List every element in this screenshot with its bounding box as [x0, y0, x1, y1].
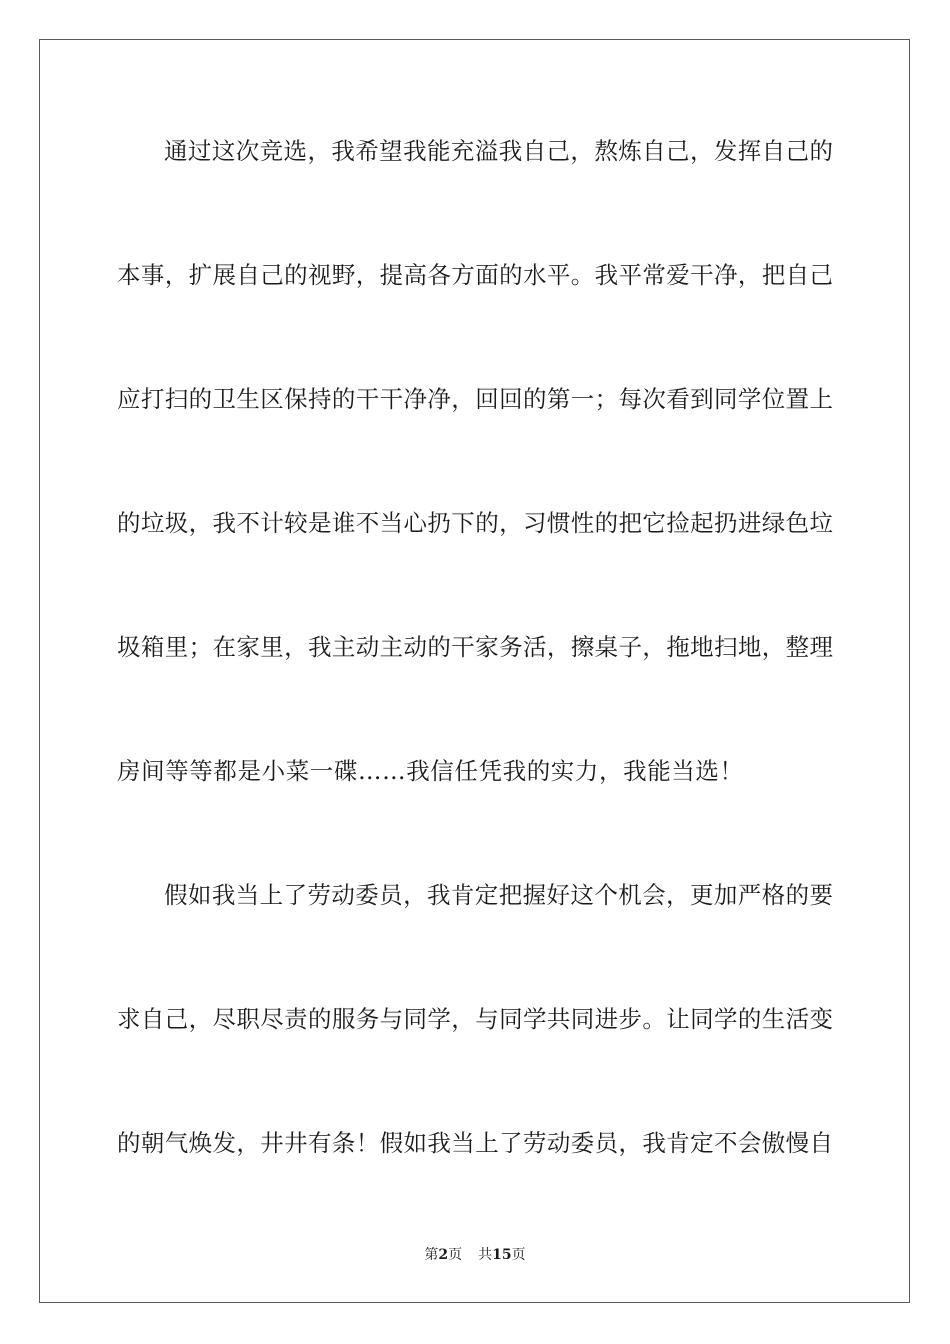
total-pages: 15 [492, 1247, 512, 1263]
paragraph-line: 本事，扩展自己的视野，提高各方面的水平。我平常爱干净，把自己 [117, 261, 833, 289]
paragraph-line: 求自己，尽职尽责的服务与同学，与同学共同进步。让同学的生活变 [117, 1005, 833, 1033]
page-suffix: 页 [448, 1247, 463, 1263]
paragraph-line: 的朝气焕发，井井有条！假如我当上了劳动委员，我肯定不会傲慢自 [117, 1129, 833, 1157]
paragraph-line: 圾箱里；在家里，我主动主动的干家务活，擦桌子，拖地扫地，整理 [117, 633, 833, 661]
page-border [39, 39, 910, 1303]
page-footer [0, 1244, 950, 1264]
page-number: 2 [438, 1247, 449, 1263]
page-prefix: 第 [424, 1247, 439, 1263]
total-prefix: 共 [478, 1247, 493, 1263]
paragraph-line: 应打扫的卫生区保持的干干净净，回回的第一；每次看到同学位置上 [117, 385, 833, 413]
paragraph-line: 的垃圾，我不计较是谁不当心扔下的，习惯性的把它捡起扔进绿色垃 [117, 509, 833, 537]
paragraph-line: 房间等等都是小菜一碟……我信任凭我的实力，我能当选！ [117, 757, 744, 785]
paragraph-line: 通过这次竞选，我希望我能充溢我自己，熬炼自己，发挥自己的 [164, 137, 833, 165]
total-suffix: 页 [511, 1247, 526, 1263]
paragraph-line: 假如我当上了劳动委员，我肯定把握好这个机会，更加严格的要 [164, 881, 833, 909]
